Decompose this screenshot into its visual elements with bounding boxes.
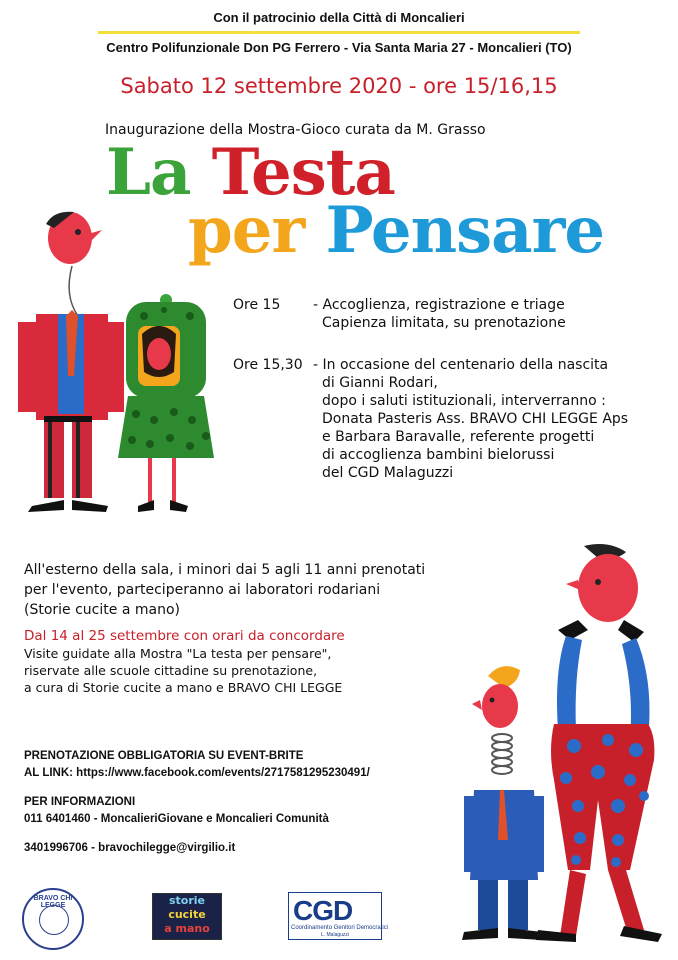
storie-cucite-logo [152, 893, 222, 940]
visits-line: a cura di Storie cucite a mano e BRAVO CHI LEGGE [24, 680, 343, 695]
book-icon [39, 905, 69, 935]
illustration-man-woman [14, 206, 222, 522]
patronage-text: Con il patrocinio della Città di Moncalieri [213, 10, 465, 25]
program-line: - Accoglienza, registrazione e triage [313, 297, 565, 313]
booking-line-1: PRENOTAZIONE OBBLIGATORIA SU EVENT-BRITE [24, 750, 304, 762]
program-line: di Gianni Rodari, [322, 375, 438, 391]
inauguration-text: Inaugurazione della Mostra-Gioco curata da M. Grasso [105, 122, 486, 138]
program-time: Ore 15 [233, 297, 281, 313]
program-item-1 [233, 296, 566, 332]
workshop-line: All'esterno della sala, i minori dai 5 agli 11 anni prenotati [24, 562, 426, 578]
info-heading: PER INFORMAZIONI [24, 796, 136, 808]
yellow-divider [98, 31, 580, 34]
program-line: - In occasione del centenario della nascita [313, 357, 609, 373]
cgd-logo [288, 892, 389, 940]
visits-line: Visite guidate alla Mostra "La testa per pensare", [24, 646, 332, 661]
bravo-chi-legge-logo [22, 888, 84, 950]
title-word-testa: Testa [211, 135, 395, 210]
event-date: Sabato 12 settembre 2020 - ore 15/16,15 [120, 74, 558, 98]
bravo-logo-text: BRAVO CHI LEGGE [33, 895, 73, 909]
program-line: e Barbara Baravalle, referente progetti [322, 429, 595, 445]
cgd-logo-subtitle-2: L. Malaguzzi [320, 932, 350, 938]
visits-line: riservate alle scuole cittadine su prenotazione, [24, 663, 318, 678]
info-phone: 011 6401460 - MoncalieriGiovane e Moncalieri Comunità [24, 813, 329, 825]
title-line-2 [188, 193, 605, 268]
program-time: Ore 15,30 [233, 357, 303, 373]
storie-logo-line: a mano [164, 922, 210, 935]
booking-link[interactable]: AL LINK: https://www.facebook.com/events/2717581295230491/ [24, 767, 370, 779]
program-line: Capienza limitata, su prenotazione [322, 315, 566, 331]
storie-logo-line: storie [168, 894, 206, 907]
program-line: dopo i saluti istituzionali, interverranno : [322, 393, 606, 409]
title-word-per: per [188, 193, 305, 268]
workshop-text [24, 560, 425, 620]
title-word-pensare: Pensare [325, 193, 605, 268]
program-item-2 [233, 356, 628, 482]
storie-logo-line: cucite [168, 908, 206, 921]
cgd-logo-subtitle: Coordinamento Genitori Democratici [291, 925, 389, 931]
program-line: del CGD Malaguzzi [322, 465, 454, 481]
program-line: Donata Pasteris Ass. BRAVO CHI LEGGE Aps [322, 411, 629, 427]
workshop-line: per l'evento, parteciperanno ai laboratori rodariani [24, 582, 381, 598]
illustration-acrobats [458, 540, 666, 945]
title-word-la: La [106, 135, 191, 210]
visits-dates: Dal 14 al 25 settembre con orari da concordare [24, 628, 345, 644]
venue-text: Centro Polifunzionale Don PG Ferrero - Via Santa Maria 27 - Moncalieri (TO) [106, 40, 572, 55]
visits-text [24, 628, 345, 696]
cgd-logo-text: CGD [293, 895, 353, 926]
program-line: di accoglienza bambini bielorussi [322, 447, 555, 463]
workshop-line: (Storie cucite a mano) [24, 602, 180, 618]
info-contact: 3401996706 - bravochilegge@virgilio.it [24, 842, 236, 854]
